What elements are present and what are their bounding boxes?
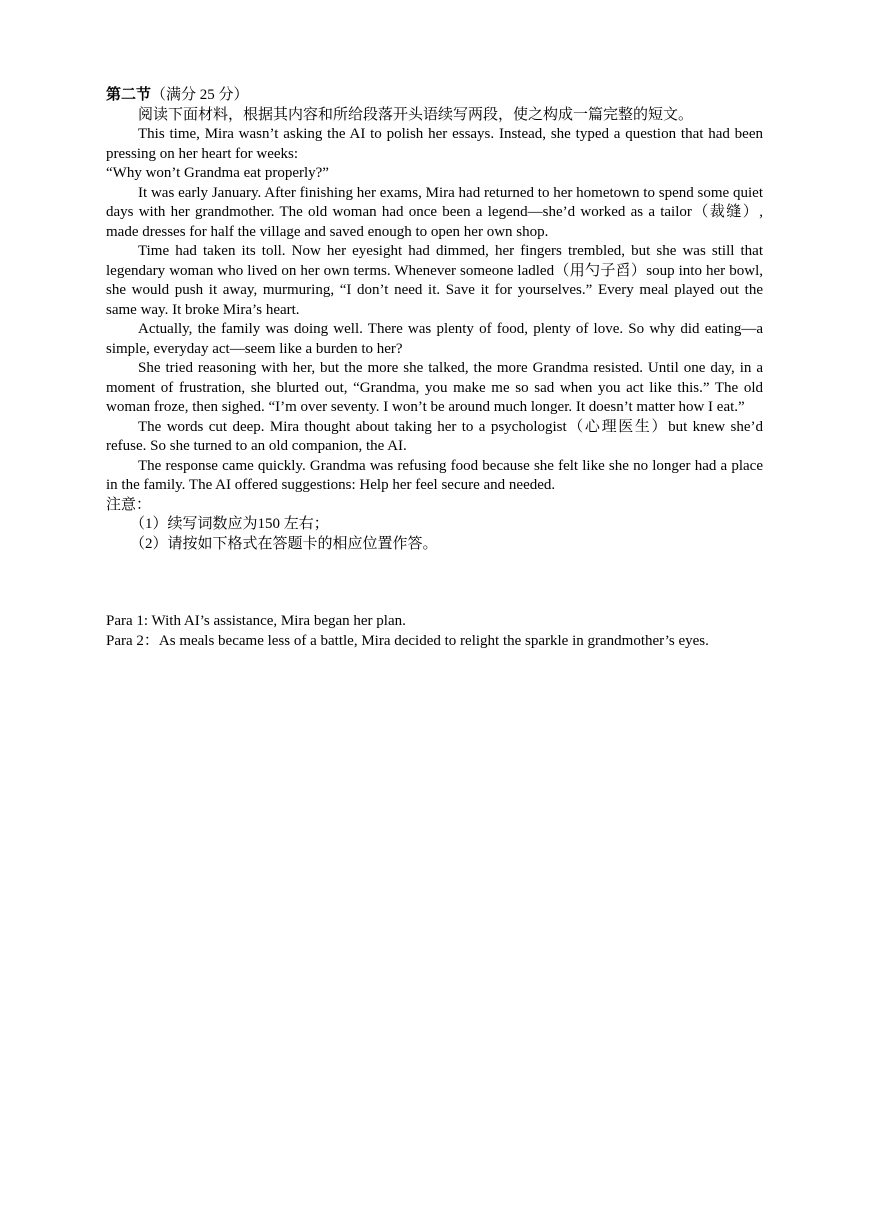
section-score: （满分 25 分） bbox=[151, 87, 249, 103]
section-instruction: 阅读下面材料，根据其内容和所给段落开头语续写两段，使之构成一篇完整的短文。 bbox=[138, 106, 694, 123]
story-question: “Why won’t Grandma eat properly?” bbox=[106, 165, 329, 181]
exam-page bbox=[106, 86, 763, 651]
story-paragraph-3: Time had taken its toll. Now her eyesight had dimmed, her fingers trembled, but she was still that legendary woman who lived on her own terms. Whenever someone ladled（用勺子舀）soup into her bowl, she would push it away, murmuring, “I don’t need it. Save it for yourselves.” Every meal played out the same way. It broke Mira’s heart. bbox=[106, 243, 763, 318]
story-paragraph-4: Actually, the family was doing well. There was plenty of food, plenty of love. So why did eating—a simple, everyday act—seem like a burden to her? bbox=[106, 321, 763, 357]
para-2-prompt: Para 2：As meals became less of a battle, Mira decided to relight the sparkle in grandmother’s eyes. bbox=[106, 632, 709, 649]
story-paragraph-7: The response came quickly. Grandma was refusing food because she felt like she no longer had a place in the family. The AI offered suggestions: Help her feel secure and needed. bbox=[106, 457, 763, 493]
section-heading bbox=[106, 86, 763, 106]
story-paragraph-5: She tried reasoning with her, but the more she talked, the more Grandma resisted. Until one day, in a moment of frustration, she blurted out, “Grandma, you make me so sad when you act like this.” The old woman froze, then sighed. “I’m over seventy. I won’t be around much longer. It doesn’t matter how I eat.” bbox=[106, 360, 763, 415]
para-1-prompt: Para 1: With AI’s assistance, Mira began her plan. bbox=[106, 613, 406, 629]
spacer bbox=[106, 554, 763, 612]
note-item-1: （1）续写词数应为150 左右； bbox=[130, 516, 329, 532]
story-paragraph-2: It was early January. After finishing her exams, Mira had returned to her hometown to spend some quiet days with her grandmother. The old woman had once been a legend—she’d worked as a tailor（裁缝）, made dresses for half the village and saved enough to open her own shop. bbox=[106, 184, 763, 240]
story-paragraph-1: This time, Mira wasn’t asking the AI to polish her essays. Instead, she typed a question that had been pressing on her heart for weeks: bbox=[106, 126, 763, 162]
note-item-2: （2）请按如下格式在答题卡的相应位置作答。 bbox=[130, 535, 438, 552]
notes-title: 注意： bbox=[106, 496, 152, 513]
section-title: 第二节 bbox=[106, 87, 152, 103]
story-paragraph-6: The words cut deep. Mira thought about taking her to a psychologist（心理医生）but knew she’d refuse. So she turned to an old companion, the AI. bbox=[106, 418, 763, 454]
